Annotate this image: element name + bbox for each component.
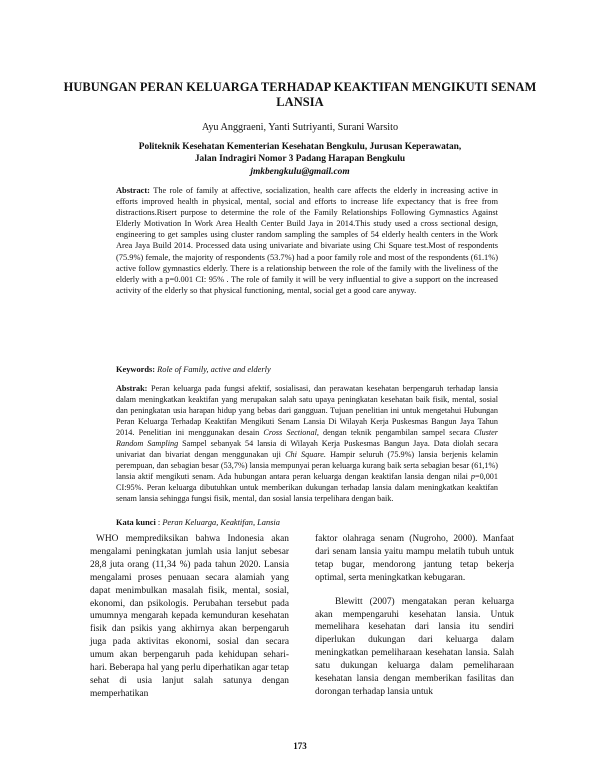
abstract-indonesian-part-5: =0,001 CI:95%. Peran keluarga dibutuhkan untuk memberikan dukungan terhadap lansia dalam meningkatkan keaktifan senam lansia sehingga fungsi fisik, mental, dan sosial lansia terpelihara dengan baik. xyxy=(116,472,498,503)
contact-email: jmkbengkulu@gmail.com xyxy=(250,167,350,177)
keywords-english-label: Keywords: xyxy=(116,365,156,374)
page-number: 173 xyxy=(293,741,307,751)
abstract-indonesian-emphasis-4: p xyxy=(470,472,475,481)
abstract-indonesian-part-2: , dengan teknik pengambilan sampel secara xyxy=(316,428,470,437)
keywords-indonesian-text: Peran Keluarga, Keaktifan, Lansia xyxy=(162,518,280,527)
abstract-indonesian-emphasis-3: Chi Square. xyxy=(285,450,326,459)
body-right-column xyxy=(315,533,514,699)
keywords-english xyxy=(116,364,498,375)
abstract-indonesian-label: Abstrak: xyxy=(116,384,148,393)
abstract-indonesian-part-3: Sampel sebanyak 54 lansia di Wilayah Kerja Puskesmas Bangun Jaya. Data diolah secara univariat dan bivariat dengan menggunakan uji xyxy=(116,439,498,459)
abstract-indonesian-part-4: Hampir seluruh (75.9%) lansia berjenis kelamin perempuan, dan sebagian besar (53,7%) lansia mempunyai peran keluarga kurang baik serta sebagian besar (61,1%) lansia aktif mengikuti senam. Ada hubungan antara peran keluarga dengan keaktifan lansia dengan nilai xyxy=(116,450,498,481)
abstract-indonesian-part-1: Peran keluarga pada fungsi afektif, sosialisasi, dan perawatan kesehatan berpengaruh terhadap lansia dalam meningkatkan keaktifan yang merupakan salah satu upaya peningkatan kesehatan baik fisik, mental, sosial dan peningkatan usia harapan hidup yang bebas dari gangguan. Tujuan penelitian ini untuk mengetahui Hubungan Peran Keluarga Terhadap Keaktifan Mengikuti Senam Lansia Di Wilayah Kerja Puskesmas Bangun Jaya Tahun 2014. Penelitian ini menggunakan desain xyxy=(116,384,499,437)
abstract-english-label: Abstract: xyxy=(116,186,150,195)
abstract-english-text: The role of family at affective, socialization, health care affects the elderly in increasing active in efforts improved health in physical, mental, social and efforts to increase life expectancy that is free from distractions.Risert purpose to determine the role of the Family Relationships Following Gymnastics Against Elderly Motivation In Work Area Health Center Build Jaya in 2014.This study used a cross sectional design, engineering to get samples using cluster random sampling the samples of 54 elderly health centers in the Work Area Jaya Build 2014. Processed data using univariate and bivariate using Chi Square test.Most of respondents (75.9%) female, the majority of respondents (53.7%) had a poor family role and most of the respondents (61.1%) active follow gymnastics elderly. There is a relationship between the role of the family with the liveliness of the elderly with a p=0.001 CI: 95% . The role of family it will be very influential to give a support on the increased activity of the elderly so that physical functioning, mental, social get a good care anyway. xyxy=(116,186,498,295)
keywords-indonesian-label: Kata kunci xyxy=(116,518,156,527)
keywords-english-text: Role of Family, active and elderly xyxy=(157,365,271,374)
keywords-indonesian xyxy=(116,517,498,528)
affiliation xyxy=(60,141,540,165)
body-right-paragraph-2: Blewitt (2007) mengatakan peran keluarga akan mempengaruhi kesehatan lansia. Untuk memelihara kesehatan dari lansia itu sendiri diperlukan dukungan dari keluarga dalam meningkatkan pemeliharaan kesehatan lansia. Salah satu dukungan keluarga dalam pemeliharaan kesehatan lansia dengan memberikan fasilitas dan dorongan terhadap lansia untuk xyxy=(315,596,514,697)
affiliation-line-2: Jalan Indragiri Nomor 3 Padang Harapan Bengkulu xyxy=(194,154,406,164)
keywords-indonesian-separator: : xyxy=(155,518,163,527)
affiliation-line-1: Politeknik Kesehatan Kementerian Kesehatan Bengkulu, Jurusan Keperawatan, xyxy=(138,142,462,152)
author-list: Ayu Anggraeni, Yanti Sutriyanti, Surani Warsito xyxy=(201,122,399,133)
abstract-indonesian-emphasis-2: Cluster Random Sampling xyxy=(116,428,498,448)
abstract-english xyxy=(116,185,498,296)
paper-title: HUBUNGAN PERAN KELUARGA TERHADAP KEAKTIFAN MENGIKUTI SENAM LANSIA xyxy=(63,80,537,109)
body-right-paragraph-1: faktor olahraga senam (Nugroho, 2000). Manfaat dari senam lansia yaitu mampu melatih tubuh untuk tetap bugar, mendorong jantung tetap bekerja optimal, serta meningkatkan kebugaran. xyxy=(315,534,514,583)
body-left-column: WHO memprediksikan bahwa Indonesia akan mengalami peningkatan jumlah usia lanjut sebesar 28,8 juta orang (11,34 %) pada tahun 2020. Lansia mengalami proses penuaan secara alamiah yang dapat menimbulkan masalah fisik, mental, sosial, ekonomi, dan psikologis. Perubahan tersebut pada umumnya mengarah kepada kemunduran kesehatan fisik dan psikis yang akhirnya akan berpengaruh juga pada aktivitas ekonomi, sosial dan secara umum akan berpengaruh pada kehidupan sehari-hari. Beberapa hal yang perlu diperhatikan agar tetap sehat di usia lanjut salah satunya dengan memperhatikan xyxy=(90,534,289,699)
abstract-indonesian xyxy=(116,383,498,504)
abstract-indonesian-emphasis-1: Cross Sectional xyxy=(263,428,317,437)
